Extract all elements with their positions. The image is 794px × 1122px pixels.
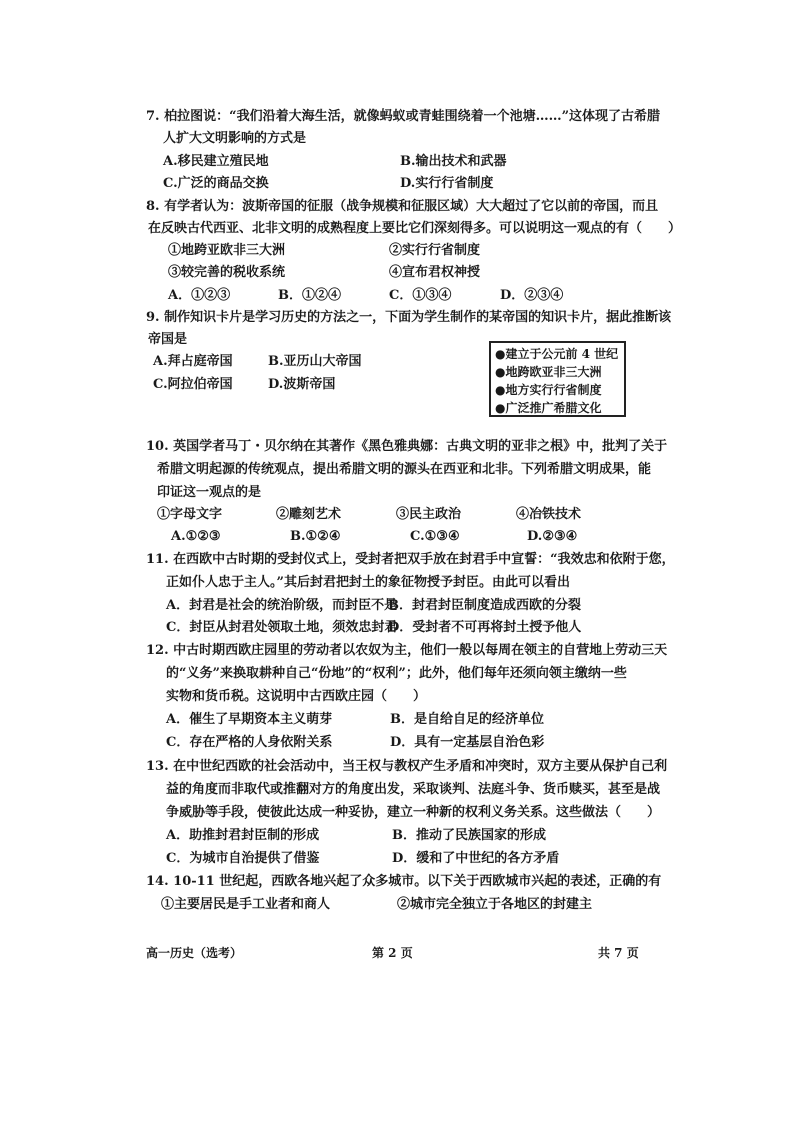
card-item-3: ●地方实行行省制度 [495, 383, 602, 397]
q9-stem-line2: 帝国是 [148, 332, 188, 347]
q11-option-a: A．封君是社会的统治阶级，而封臣不是 [166, 598, 398, 613]
q9-option-d: D.波斯帝国 [268, 377, 336, 392]
q8-stem-line2: 在反映古代西亚、北非文明的成熟程度上要比它们深刻得多。可以说明这一观点的有（ ） [148, 221, 682, 236]
q10-item-2: ②雕刻艺术 [276, 507, 342, 522]
q10-stem-line1: 10. 英国学者马丁・贝尔纳在其著作《黑色雅典娜：古典文明的亚非之根》中，批判了关于 [146, 439, 668, 454]
q10-item-3: ③民主政治 [396, 507, 462, 522]
q10-item-4: ④冶铁技术 [516, 507, 582, 522]
q11-stem-line2: 正如仆人忠于主人。”其后封君把封土的象征物授予封臣。由此可以看出 [166, 575, 570, 590]
q11-option-d: D．受封者不可再将封土授予他人 [388, 620, 582, 635]
card-item-4: ●广泛推广希腊文化 [495, 401, 602, 415]
q13-option-b: B．推动了民族国家的形成 [392, 828, 546, 843]
q13-option-c: C．为城市自治提供了借鉴 [166, 851, 320, 866]
q8-option-c: C．①③④ [389, 288, 452, 303]
card-item-2: ●地跨欧亚非三大洲 [495, 365, 602, 379]
q12-stem-line1: 12. 中古时期西欧庄园里的劳动者以农奴为主，他们一般以每周在领主的自营地上劳动三天 [146, 643, 668, 658]
q7-option-c: C.广泛的商品交换 [163, 176, 269, 191]
q8-item-4: ④宣布君权神授 [389, 265, 481, 280]
q7-stem-line2: 人扩大文明影响的方式是 [163, 131, 307, 146]
q8-item-3: ③较完善的税收系统 [168, 265, 286, 280]
q8-option-b: B．①②④ [278, 288, 341, 303]
q10-stem-line3: 印证这一观点的是 [157, 485, 262, 500]
q7-option-b: B.输出技术和武器 [400, 154, 507, 169]
q9-option-c: C.阿拉伯帝国 [153, 377, 233, 392]
q12-stem-line2: 的“义务”来换取耕种自己“份地”的“权利”；此外，他们每年还须向领主缴纳一些 [166, 666, 627, 681]
footer-course: 高一历史（选考） [146, 946, 243, 960]
q8-item-2: ②实行行省制度 [389, 243, 481, 258]
footer-page-number: 第 2 页 [372, 946, 413, 960]
q8-option-a: A．①②③ [168, 288, 231, 303]
q14-stem-line1: 14. 10-11 世纪起，西欧各地兴起了众多城市。以下关于西欧城市兴起的表述，正确的有 [146, 874, 662, 889]
q10-option-d: D.②③④ [527, 529, 578, 544]
q14-item-1: ①主要居民是手工业者和商人 [161, 897, 331, 912]
q12-option-d: D．具有一定基层自治色彩 [390, 735, 545, 750]
q10-stem-line2: 希腊文明起源的传统观点，提出希腊文明的源头在西亚和北非。下列希腊文明成果，能 [157, 462, 652, 477]
q9-option-b: B.亚历山大帝国 [268, 354, 362, 369]
q13-stem-line2: 益的角度而非取代或推翻对方的角度出发，采取谈判、法庭斗争、货币赎买，甚至是战 [166, 782, 661, 797]
footer-total-pages: 共 7 页 [598, 946, 639, 960]
q12-option-a: A．催生了早期资本主义萌芽 [166, 712, 333, 727]
q9-stem-line1: 9. 制作知识卡片是学习历史的方法之一，下面为学生制作的某帝国的知识卡片，据此推断该 [146, 310, 672, 325]
q13-stem-line3: 争威胁等手段，使彼此达成一种妥协，建立一种新的权利义务关系。这些做法（ ） [166, 805, 661, 820]
q9-knowledge-card [489, 341, 626, 417]
q10-option-b: B.①②④ [290, 529, 341, 544]
q10-option-c: C.①③④ [410, 529, 460, 544]
q13-stem-line1: 13. 在中世纪西欧的社会活动中，当王权与教权产生矛盾和冲突时，双方主要从保护自己利 [146, 759, 668, 774]
q8-stem-line1: 8. 有学者认为：波斯帝国的征服（战争规模和征服区域）大大超过了它以前的帝国，而且 [146, 199, 659, 214]
q12-option-c: C．存在严格的人身依附关系 [166, 735, 333, 750]
q7-option-a: A.移民建立殖民地 [163, 154, 269, 169]
q7-stem-line1: 7. 柏拉图说：“我们沿着大海生活，就像蚂蚁或青蛙围绕着一个池塘……”这体现了古希腊 [146, 109, 661, 124]
q12-option-b: B．是自给自足的经济单位 [390, 712, 544, 727]
q9-option-a: A.拜占庭帝国 [153, 354, 233, 369]
q11-option-c: C．封臣从封君处领取土地，须效忠封君 [166, 620, 398, 635]
card-item-1: ●建立于公元前 4 世纪 [495, 347, 619, 361]
q12-stem-line3: 实物和货币税。这说明中古西欧庄园（ ） [166, 689, 427, 704]
q13-option-a: A．助推封君封臣制的形成 [166, 828, 320, 843]
q10-item-1: ①字母文字 [157, 507, 223, 522]
q11-option-b: B．封君封臣制度造成西欧的分裂 [388, 598, 581, 613]
q14-item-2: ②城市完全独立于各地区的封建主 [397, 897, 593, 912]
q11-stem-line1: 11. 在西欧中古时期的受封仪式上，受封者把双手放在封君手中宣誓：“我效忠和依附于您， [146, 552, 675, 567]
q10-option-a: A.①②③ [171, 529, 221, 544]
q8-item-1: ①地跨亚欧非三大洲 [168, 243, 286, 258]
q8-option-d: D．②③④ [500, 288, 564, 303]
q7-option-d: D.实行行省制度 [400, 176, 494, 191]
q13-option-d: D．缓和了中世纪的各方矛盾 [392, 851, 560, 866]
